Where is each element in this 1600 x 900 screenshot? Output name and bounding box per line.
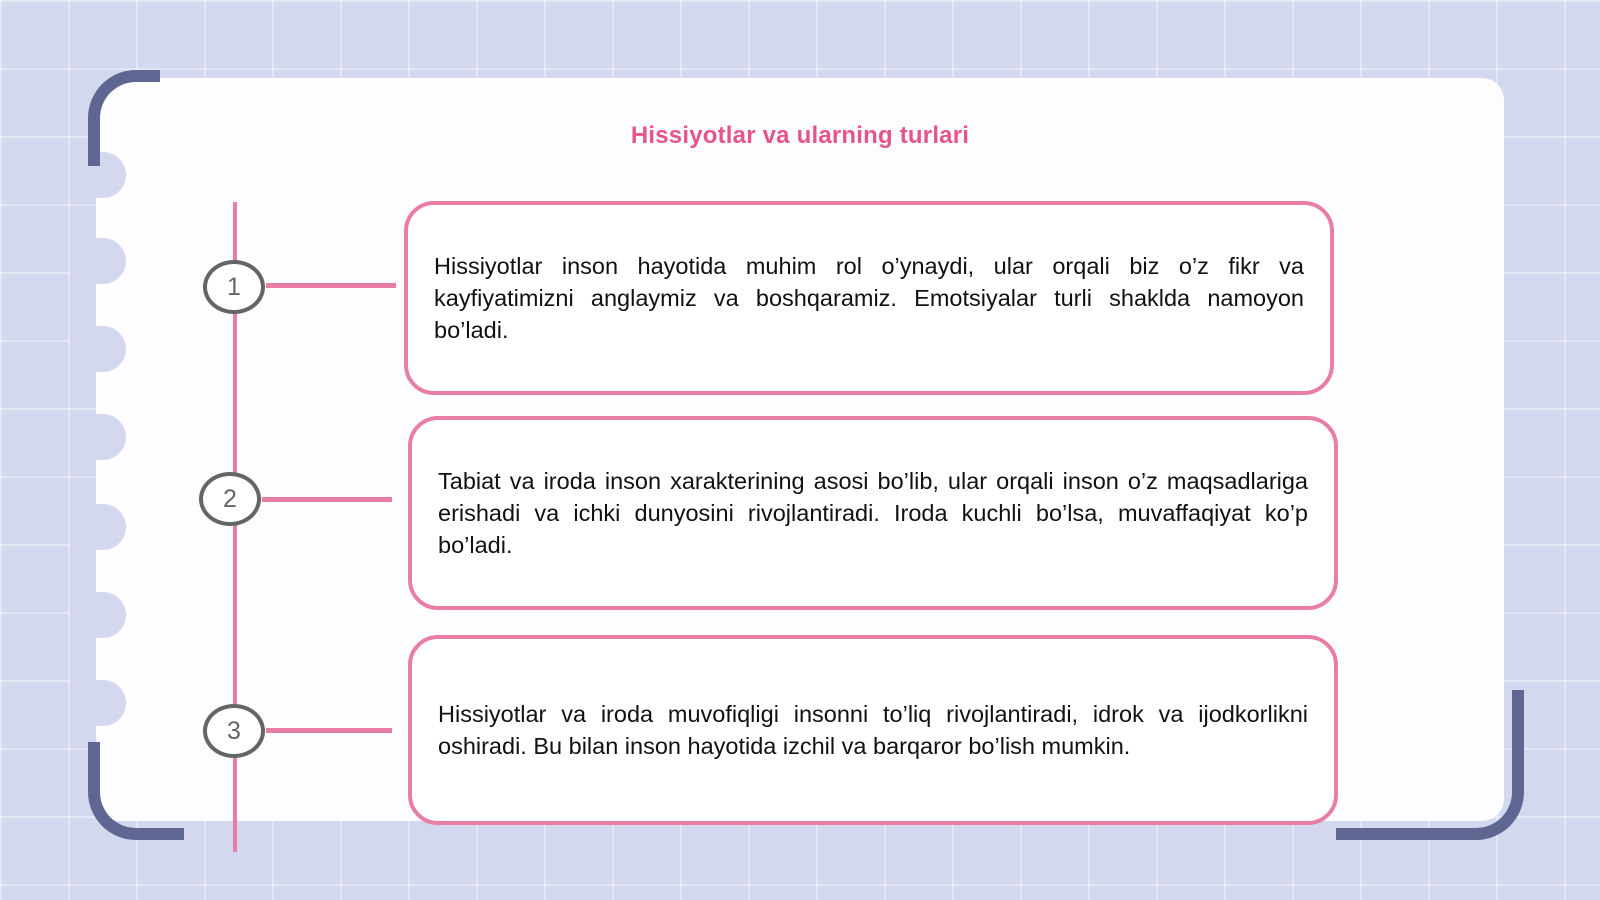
paper-notch	[70, 504, 126, 550]
step-card-2	[408, 416, 1338, 610]
step-number-2: 2	[199, 472, 261, 526]
paper-notch	[70, 238, 126, 284]
step-connector-2	[262, 497, 392, 502]
corner-bracket-top-left	[88, 70, 160, 166]
step-card-1	[404, 201, 1334, 395]
slide-title: Hissiyotlar va ularning turlari	[630, 122, 970, 149]
paper-notch	[70, 680, 126, 726]
step-number-3: 3	[203, 704, 265, 758]
step-text-2: Tabiat va iroda inson xarakterining asosi bo’lib, ular orqali inson o’z maqsadlariga erishadi va ichki dunyosini rivojlantiradi. Iroda kuchli bo’lsa, muvaffaqiyat ko’p bo’ladi.	[438, 468, 1308, 558]
step-text-3: Hissiyotlar va iroda muvofiqligi insonni to’liq rivojlantiradi, idrok va ijodkorlikni oshiradi. Bu bilan inson hayotida izchil va barqaror bo’lish mumkin.	[438, 701, 1308, 759]
corner-bracket-bottom-right	[1336, 690, 1524, 840]
paper-notch	[70, 326, 126, 372]
paper-notch	[70, 414, 126, 460]
step-text-1: Hissiyotlar inson hayotida muhim rol o’ynaydi, ular orqali biz o’z fikr va kayfiyatimizni anglaymiz va boshqaramiz. Emotsiyalar turli shaklda namoyon bo’ladi.	[434, 253, 1304, 343]
step-number-1: 1	[203, 260, 265, 314]
step-connector-1	[266, 283, 396, 288]
corner-bracket-bottom-left	[88, 742, 184, 840]
step-connector-3	[266, 728, 392, 733]
step-card-3	[408, 635, 1338, 825]
paper-notch	[70, 592, 126, 638]
